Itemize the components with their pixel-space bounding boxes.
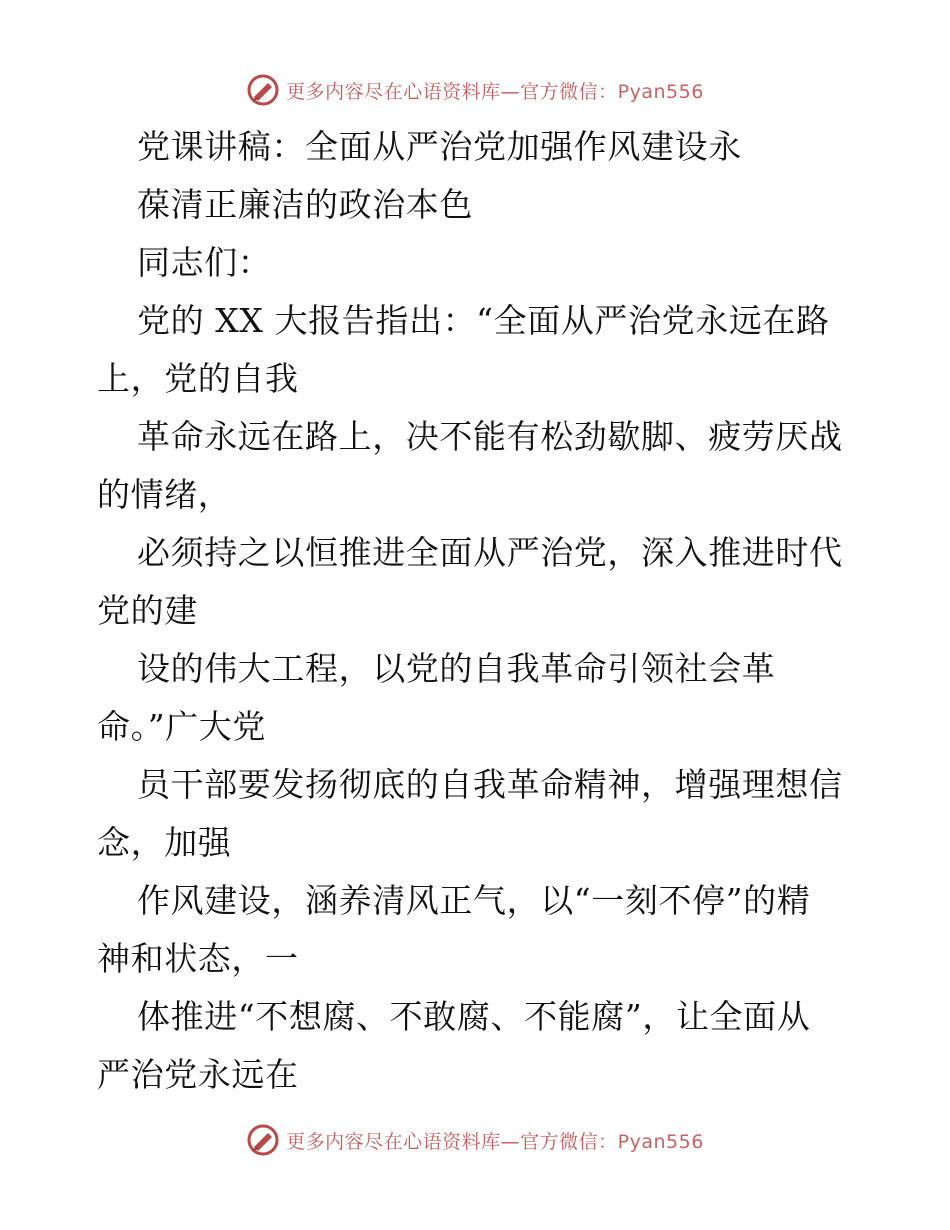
header-banner-text: 更多内容尽在心语资料库—官方微信：Pyan556 bbox=[286, 80, 704, 103]
paragraph-line: 严治党永远在 bbox=[97, 1055, 299, 1094]
paragraph-line: 党的 XX 大报告指出：“全面从严治党永远在路 bbox=[137, 301, 830, 340]
paragraph-line: 体推进“不想腐、不敢腐、不能腐”，让全面从 bbox=[137, 997, 811, 1036]
paragraph-line: 神和状态，一 bbox=[97, 939, 299, 978]
paragraph-line: 必须持之以恒推进全面从严治党，深入推进时代 bbox=[137, 533, 843, 572]
paragraph-line: 的情绪， bbox=[97, 475, 232, 514]
paragraph-line: 上，党的自我 bbox=[97, 359, 299, 398]
paragraph-line: 员干部要发扬彻底的自我革命精神，增强理想信 bbox=[137, 765, 843, 804]
header-wechat-id: Pyan556 bbox=[617, 80, 704, 103]
paragraph-line: 党的建 bbox=[97, 591, 198, 630]
paragraph-line: 设的伟大工程，以党的自我革命引领社会革 bbox=[137, 649, 776, 688]
paragraph-line: 革命永远在路上，决不能有松劲歇脚、疲劳厌战 bbox=[137, 417, 843, 456]
footer-banner-text: 更多内容尽在心语资料库—官方微信：Pyan556 bbox=[286, 1130, 704, 1153]
salutation: 同志们： bbox=[137, 243, 272, 282]
pen-logo-icon bbox=[246, 73, 280, 107]
footer-wechat-id: Pyan556 bbox=[617, 1130, 704, 1153]
paragraph-line: 念，加强 bbox=[97, 823, 232, 862]
paragraph-line: 作风建设，涵养清风正气，以“一刻不停”的精 bbox=[137, 881, 811, 920]
paragraph-line: 命。”广大党 bbox=[97, 707, 266, 746]
header-banner bbox=[0, 70, 950, 110]
document-title-line-2: 葆清正廉洁的政治本色 bbox=[137, 185, 473, 224]
footer-banner bbox=[0, 1120, 950, 1160]
pen-logo-icon bbox=[246, 1123, 280, 1157]
document-title-line-1: 党课讲稿：全面从严治党加强作风建设永 bbox=[137, 127, 742, 166]
